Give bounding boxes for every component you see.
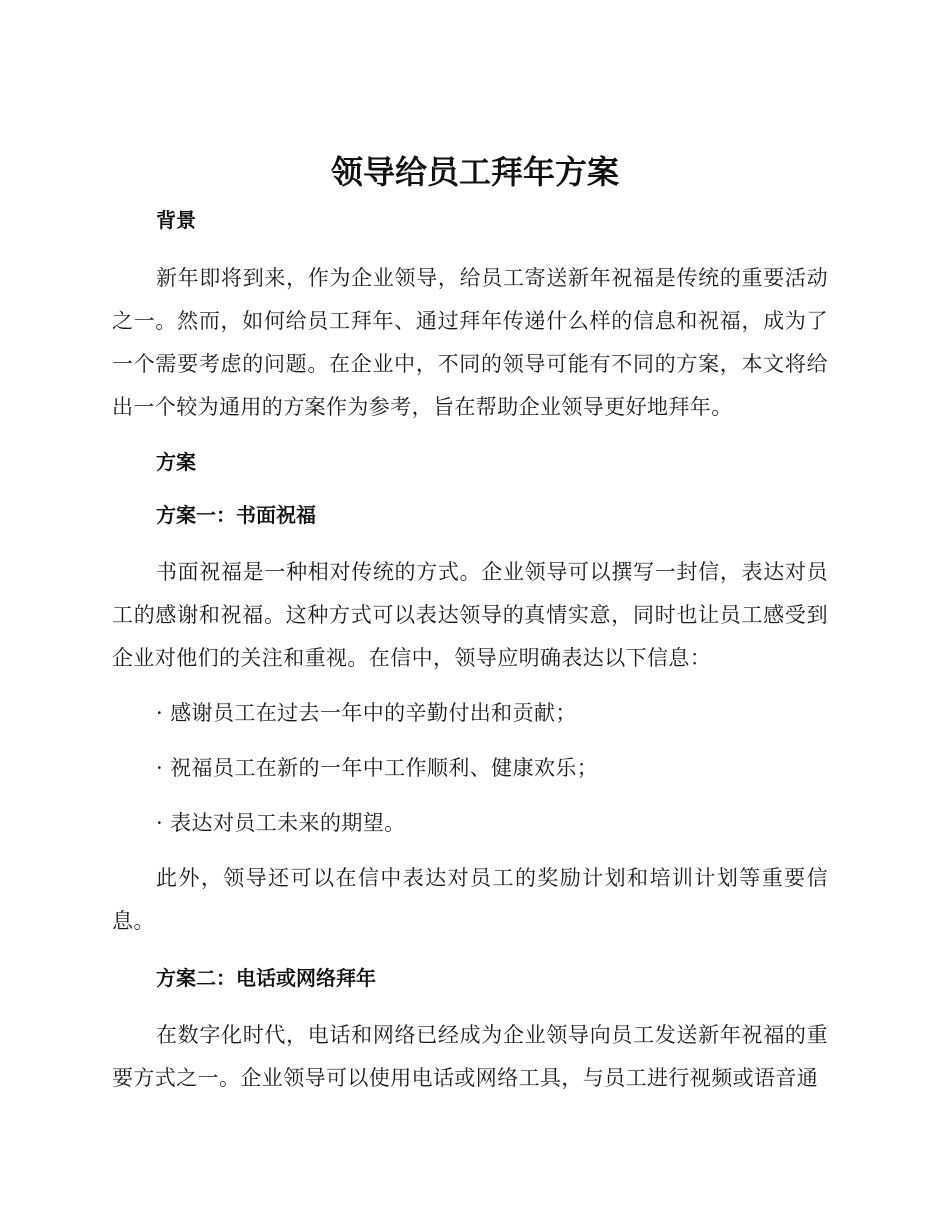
bullet-item-expectations: · 表达对员工未来的期望。 [156, 811, 406, 835]
document-title: 领导给员工拜年方案 [330, 153, 619, 191]
heading-background: 背景 [156, 208, 196, 232]
heading-plan-one: 方案一：书面祝福 [156, 503, 316, 527]
heading-plan-two: 方案二：电话或网络拜年 [156, 966, 376, 990]
heading-plan: 方案 [156, 450, 196, 474]
paragraph-plan-two: 在数字化时代，电话和网络已经成为企业领导向员工发送新年祝福的重要方式之一。企业领导可以使用电话或网络工具，与员工进行视频或语音通 [112, 1023, 828, 1090]
bullet-item-thanks: · 感谢员工在过去一年中的辛勤付出和贡献； [156, 701, 577, 725]
document-body [112, 196, 828, 1100]
bullet-item-wishes: · 祝福员工在新的一年中工作顺利、健康欢乐； [156, 756, 599, 780]
paragraph-plan-one: 书面祝福是一种相对传统的方式。企业领导可以撰写一封信，表达对员工的感谢和祝福。这种方式可以表达领导的真情实意，同时也让员工感受到企业对他们的关注和重视。在信中，领导应明确表达以下信息： [112, 560, 828, 670]
paragraph-background: 新年即将到来，作为企业领导，给员工寄送新年祝福是传统的重要活动之一。然而，如何给员工拜年、通过拜年传递什么样的信息和祝福，成为了一个需要考虑的问题。在企业中，不同的领导可能有不同的方案，本文将给出一个较为通用的方案作为参考，旨在帮助企业领导更好地拜年。 [112, 266, 828, 419]
paragraph-plan-one-extra: 此外，领导还可以在信中表达对员工的奖励计划和培训计划等重要信息。 [112, 866, 828, 933]
